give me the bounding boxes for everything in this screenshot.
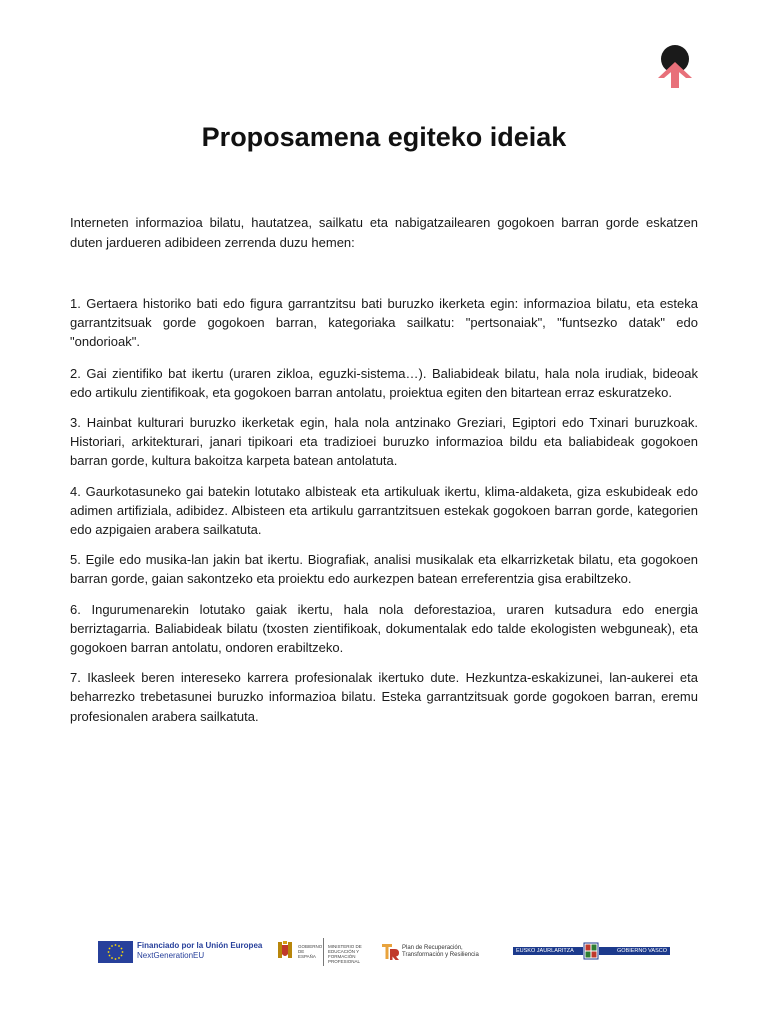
idea-item: 2. Gai zientifiko bat ikertu (uraren zikloa, eguzki-sistema…). Baliabideak bilatu, hala nola irudiak, bideoak edo artikulu zientifikoak, eta gogokoen barran antolatu, proiektua egiten den bitartean erraz eskuratzeko. (70, 365, 698, 400)
idea-item: 4. Gaurkotasuneko gai batekin lotutako albisteak eta artikuluak ikertu, klima-aldaketa, giza eskubideak edo adimen artifiziala, adibidez. Albisteen eta artikulu garrantzitsuen estekak gogokoen barran gorde, kategorien edo azpigaien arabera sailkatuta. (70, 483, 698, 538)
spain-coat-of-arms-icon (276, 940, 294, 962)
recovery-plan-tr-logo (380, 941, 400, 961)
eusko-jaurlaritza-label: EUSKO JAURLARITZA (516, 948, 574, 954)
basque-government-emblem-icon (583, 942, 599, 960)
idea-item: 7. Ikasleek beren intereseko karrera profesionalak ikertuko dute. Hezkuntza-eskakizunei, lan-aukerei eta beharrezko trebetasunei buruzko informazioa bilatu. Esteka garrantzitsuak gorde gogokoen barran, eremu profesionalen arabera sailkatuta. (70, 670, 698, 724)
eu-funding-label (137, 941, 262, 961)
recovery-plan-line2: Transformación y Resiliencia (402, 952, 479, 958)
eu-flag-icon (98, 941, 133, 963)
person-arrow-up-logo (656, 44, 694, 90)
idea-item: 5. Egile edo musika-lan jakin bat ikertu. Biografiak, analisi musikalak eta elkarrizketak bilatu, eta gogokoen barran gorde, gaian sakontzeko eta proiektu edo aurkezpen batean erreferentzia gisa erabiltzeko. (70, 552, 698, 587)
funding-footer (0, 930, 768, 970)
recovery-plan-label (402, 945, 479, 959)
eu-funding-line1: Financiado por la Unión Europea (137, 941, 263, 950)
gobierno-label: GOBIERNO DE ESPAÑA (298, 944, 323, 959)
idea-item: 1. Gertaera historiko bati edo figura garrantzitsu bati buruzko ikerketa egin: informazioa bilatu, eta esteka garrantzitsuak gorde gogokoen barran, kategoriaka sailkatu: "pertsonaiak", "funtsezko datak" edo "ondorioak". (70, 296, 698, 350)
gobierno-vasco-label: GOBIERNO VASCO (616, 948, 667, 954)
intro-paragraph: Interneten informazioa bilatu, hautatzea, sailkatu eta nabigatzailearen gogokoen barran gorde eskatzen duten jardueren adibideen zerrenda duzu hemen: (70, 215, 698, 250)
ideas-list (70, 294, 698, 737)
recovery-plan-line1: Plan de Recuperación, (402, 945, 463, 951)
ministerio-label: MINISTERIO DE EDUCACIÓN Y FORMACIÓN PROFESIONAL (328, 944, 362, 964)
idea-item: 3. Hainbat kulturari buruzko ikerketak egin, hala nola antzinako Greziari, Egiptori edo Txinari buruzkoak. Historiari, arkitekturari, janari tipikoari eta tradizioei buruzko informazioa bildu eta baliabideak gogokoen barran gorde, kultura bakoitza karpeta batean antolatuta. (70, 415, 698, 469)
eu-funding-line2: NextGenerationEU (137, 951, 205, 960)
idea-item: 6. Ingurumenarekin lotutako gaiak ikertu, hala nola deforestazioa, uraren kutsadura edo energia berriztagarria. Baliabideak bilatu (txosten zientifikoak, dokumentalak edo talde ekologisten webguneak), eta gogokoen barran antolatu, ondoren erabiltzeko. (70, 601, 698, 656)
logo-divider (323, 938, 324, 966)
page-title: Proposamena egiteko ideiak (201, 122, 567, 152)
